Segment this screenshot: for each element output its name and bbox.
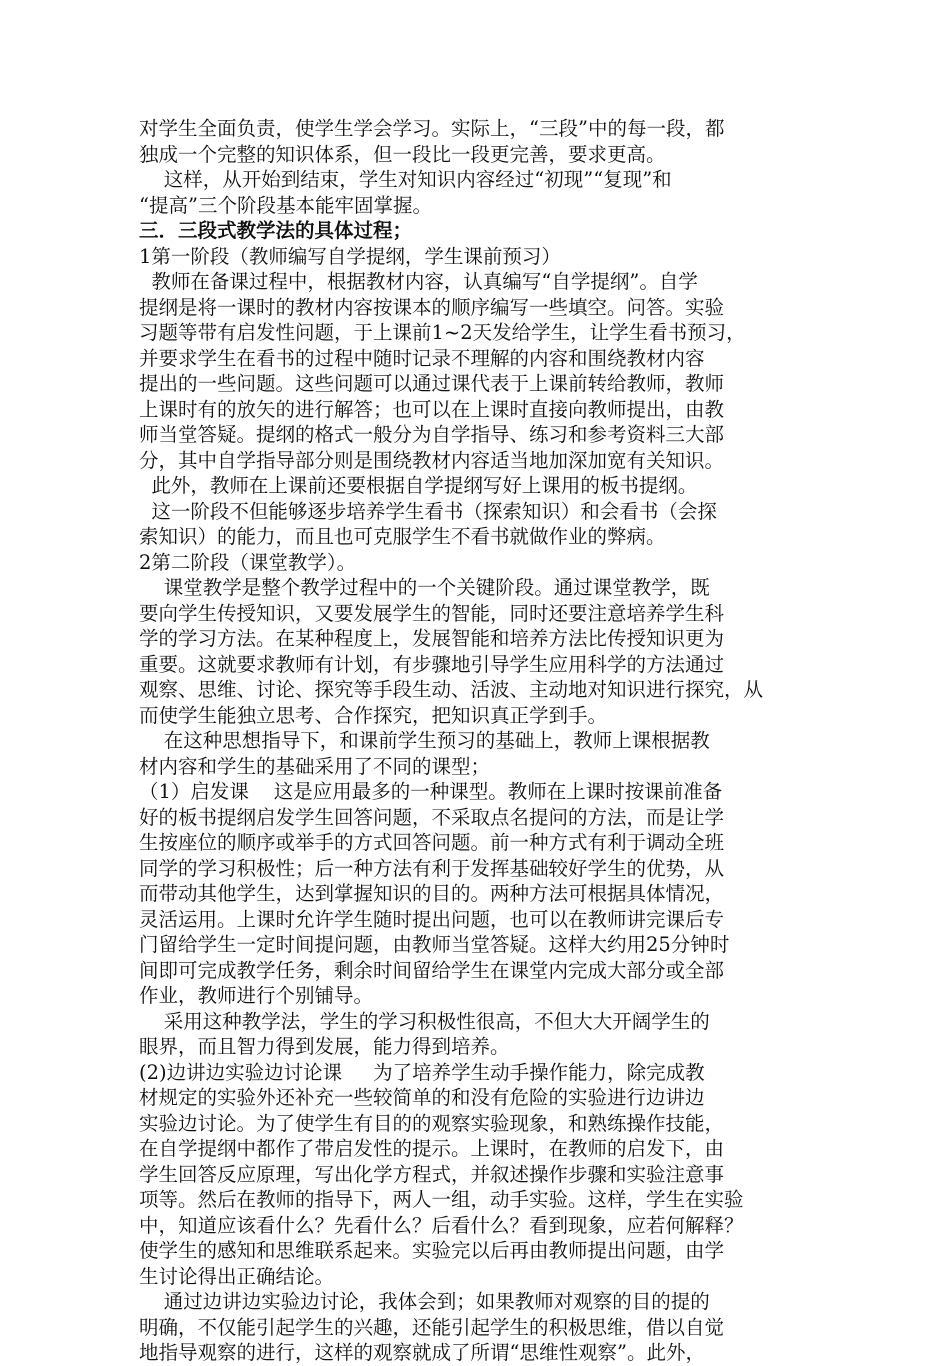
text-line: 生按座位的顺序或举手的方式回答问题。前一种方式有利于调动全班 (139, 831, 725, 854)
text-line: 师当堂答疑。提纲的格式一般分为自学指导、练习和参考资料三大部 (139, 423, 725, 446)
text-line: 作业，教师进行个别铺导。 (139, 984, 374, 1007)
text-line: 观察、思维、讨论、探究等手段生动、活波、主动地对知识进行探究，从 (139, 678, 764, 701)
text-line: 学的学习方法。在某种程度上，发展智能和培养方法比传授知识更为 (139, 627, 725, 650)
text-line: 提纲是将一课时的教材内容按课本的顺序编写一些填空。问答。实验 (139, 295, 725, 319)
text-line: 门留给学生一定时间提问题，由教师当堂答疑。这样大约用25分钟时 (139, 933, 730, 956)
text-line: 采用这种教学法，学生的学习积极性很高，不但大大开阔学生的 (139, 1009, 710, 1033)
text-line: 生讨论得出正确结论。 (139, 1264, 335, 1288)
subsection-heading: 1第一阶段（教师编写自学提纲，学生课前预习） (139, 244, 561, 268)
document-page (139, 116, 811, 1366)
subsection-heading: 2第二阶段（课堂教学）。 (139, 550, 357, 574)
text-line: 对学生全面负责，使学生学会学习。实际上，“三段”中的每一段，都 (139, 117, 725, 140)
text-line: 材规定的实验外还补充一些较简单的和没有危险的实验进行边讲边 (139, 1086, 705, 1109)
text-line: 中，知道应该看什么？先看什么？后看什么？看到现象，应若何解释？ (139, 1213, 744, 1237)
text-line: 在自学提纲中都作了带启发性的提示。上课时，在教师的启发下，由 (139, 1137, 725, 1160)
text-line: 此外，教师在上课前还要根据自学提纲写好上课用的板书提纲。 (139, 474, 698, 497)
text-line: 习题等带有启发性问题，于上课前1~2天发给学生，让学生看书预习， (139, 321, 746, 344)
text-line: 使学生的感知和思维联系起来。实验完以后再由教师提出问题，由学 (139, 1239, 725, 1262)
text-line: “提高”三个阶段基本能牢固掌握。 (139, 193, 432, 217)
text-line: 通过边讲边实验边讨论，我体会到；如果教师对观察的目的提的 (139, 1290, 710, 1313)
text-line: 教师在备课过程中，根据教材内容，认真编写“自学提纲”。自学 (139, 270, 698, 293)
text-line: 间即可完成教学任务，剩余时间留给学生在课堂内完成大部分或全部 (139, 958, 725, 982)
text-line: 分，其中自学指导部分则是围绕教材内容适当地加深加宽有关知识。 (139, 448, 725, 472)
text-line: 提出的一些问题。这些问题可以通过课代表于上课前转给教师，教师 (139, 372, 725, 395)
text-line: 地指导观察的进行，这样的观察就成了所谓“思维性观察”。此外， (139, 1341, 705, 1364)
text-line: 上课时有的放矢的进行解答；也可以在上课时直接向教师提出，由教 (139, 397, 725, 421)
text-line: 而带动其他学生，达到掌握知识的目的。两种方法可根据具体情况， (139, 882, 725, 905)
text-line: 眼界，而且智力得到发展，能力得到培养。 (139, 1035, 510, 1058)
text-line: 在这种思想指导下，和课前学生预习的基础上，教师上课根据教 (139, 729, 710, 752)
text-line: 这一阶段不但能够逐步培养学生看书（探索知识）和会看书（会探 (139, 499, 717, 523)
text-line: 这样，从开始到结束，学生对知识内容经过“初现”“复现”和 (139, 168, 672, 191)
text-line: 灵活运用。上课时允许学生随时提出问题，也可以在教师讲完课后专 (139, 907, 725, 931)
text-line: 材内容和学生的基础采用了不同的课型； (139, 754, 491, 778)
text-line: 课堂教学是整个教学过程中的一个关键阶段。通过课堂教学，既 (139, 576, 710, 599)
section-heading: 三．三段式教学法的具体过程； (139, 219, 413, 242)
text-line: 同学的学习积极性；后一种方法有利于发挥基础较好学生的优势，从 (139, 856, 725, 880)
text-line: 好的板书提纲启发学生回答问题，不采取点名提问的方法，而是让学 (139, 805, 725, 829)
text-line: （1）启发课 这是应用最多的一种课型。教师在上课时按课前准备 (139, 780, 723, 803)
text-line: 项等。然后在教师的指导下，两人一组，动手实验。这样，学生在实验 (139, 1188, 744, 1211)
text-line: 独成一个完整的知识体系，但一段比一段更完善，要求更高。 (139, 142, 666, 166)
text-line: (2)边讲边实验边讨论课 为了培养学生动手操作能力，除完成教 (139, 1060, 705, 1084)
text-line: 并要求学生在看书的过程中随时记录不理解的内容和围绕教材内容 (139, 346, 705, 370)
text-line: 明确，不仅能引起学生的兴趣，还能引起学生的积极思维，借以自觉 (139, 1315, 725, 1339)
text-line: 要向学生传授知识，又要发展学生的智能，同时还要注意培养学生科 (139, 601, 725, 625)
text-line: 而使学生能独立思考、合作探究，把知识真正学到手。 (139, 703, 608, 727)
text-line: 索知识）的能力，而且也可克服学生不看书就做作业的弊病。 (139, 525, 666, 548)
text-line: 学生回答反应原理，写出化学方程式，并叙述操作步骤和实验注意事 (139, 1162, 725, 1186)
text-line: 实验边讨论。为了使学生有目的的观察实验现象，和熟练操作技能， (139, 1111, 725, 1135)
text-line: 重要。这就要求教师有计划，有步骤地引导学生应用科学的方法通过 (139, 652, 725, 676)
